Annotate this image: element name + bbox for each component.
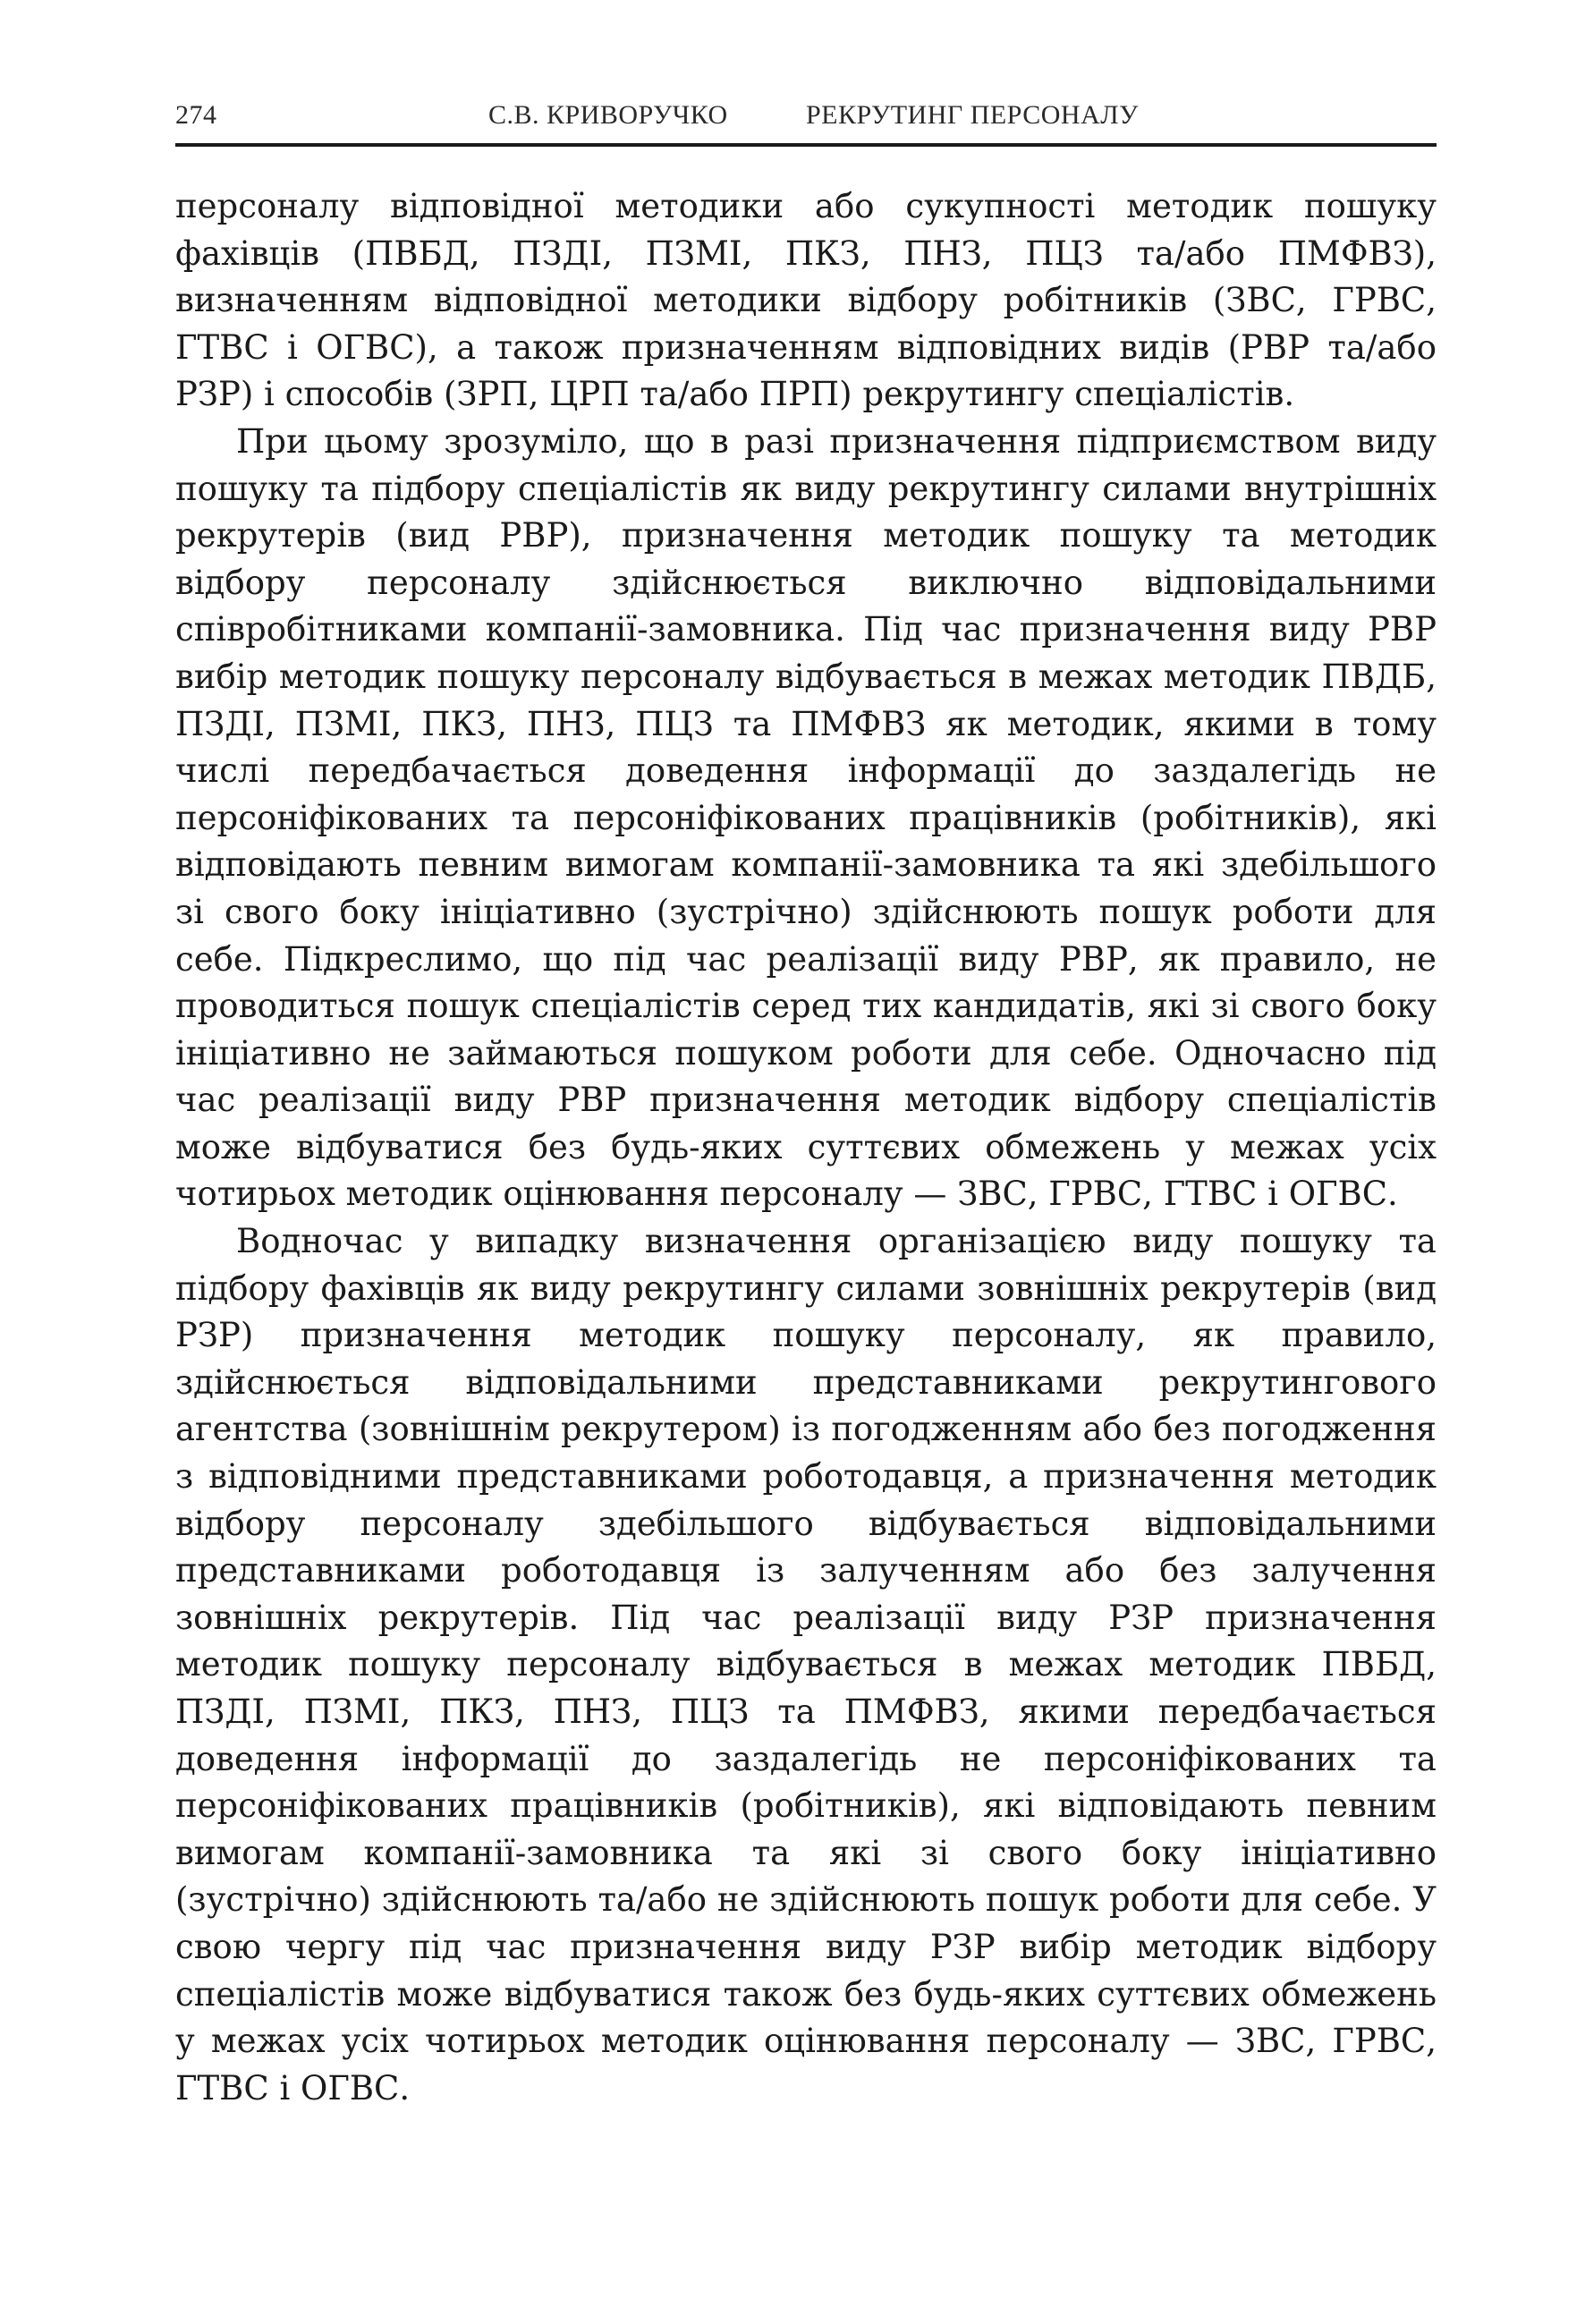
page-number: 274 (175, 100, 217, 130)
paragraph: Водночас у випадку визначення організацією виду пошуку та підбору фахівців як виду рекрутингу силами зовнішніх рекрутерів (вид РЗР) призначення методик пошуку персоналу, як правило, здійснюється відповідальними представниками рекрутингового агентства (зовнішнім рекрутером) із погодженням або без погодження з відповідними представниками роботодавця, а призначення методик відбору персоналу здебільшого відбувається відповідальними представниками роботодавця із залученням або без залучення зовнішніх рекрутерів. Під час реалізації виду РЗР призначення методик пошуку персоналу відбувається в межах методик ПВБД, ПЗДІ, ПЗМІ, ПКЗ, ПНЗ, ПЦЗ та ПМФВЗ, якими передбачається доведення інформації до заздалегідь не персоніфікованих та персоніфікованих працівників (робітників), які відповідають певним вимогам компанії-замовника та які зі свого боку ініціативно (зустрічно) здійснюють та/або не здійснюють пошук роботи для себе. У свою чергу під час призначення виду РЗР вибір методик відбору спеціалістів може відбуватися також без будь-яких суттєвих обмежень у межах усіх чотирьох методик оцінювання персоналу — ЗВС, ГРВС, ГТВС і ОГВС. (175, 1222, 1437, 2108)
paragraph: При цьому зрозуміло, що в разі призначення підприємством виду пошуку та підбору спеціалістів як виду рекрутингу силами внутрішніх рекрутерів (вид РВР), призначення методик пошуку та методик відбору персоналу здійснюється виключно відповідальними співробітниками компанії-замовника. Під час призначення виду РВР вибір методик пошуку персоналу відбувається в межах методик ПВДБ, ПЗДІ, ПЗМІ, ПКЗ, ПНЗ, ПЦЗ та ПМФВЗ як методик, якими в тому числі передбачається доведення інформації до заздалегідь не персоніфікованих та персоніфікованих працівників (робітників), які відповідають певним вимогам компанії-замовника та які здебільшого зі свого боку ініціативно (зустрічно) здійснюють пошук роботи для себе. Підкреслимо, що під час реалізації виду РВР, як правило, не проводиться пошук спеціалістів серед тих кандидатів, які зі свого боку ініціативно не займаються пошуком роботи для себе. Одночасно під час реалізації виду РВР призначення методик відбору спеціалістів може відбуватися без будь-яких суттєвих обмежень у межах усіх чотирьох методик оцінювання персоналу — ЗВС, ГРВС, ГТВС і ОГВС. (175, 421, 1437, 1214)
running-header (175, 100, 1437, 147)
body-text (175, 183, 1437, 2112)
paragraph-continuation: персоналу відповідної методики або сукупності методик пошуку фахівців (ПВБД, ПЗДІ, ПЗМІ, ПКЗ, ПНЗ, ПЦЗ та/або ПМФВЗ), визначенням відповідної методики відбору робітників (ЗВС, ГРВС, ГТВС і ОГВС), а також призначенням відповідних видів (РВР та/або РЗР) і способів (ЗРП, ЦРП та/або ПРП) рекрутингу спеціалістів. (175, 187, 1437, 414)
author-name: С.В. КРИВОРУЧКО (488, 100, 728, 130)
book-title: РЕКРУТИНГ ПЕРСОНАЛУ (806, 100, 1139, 130)
